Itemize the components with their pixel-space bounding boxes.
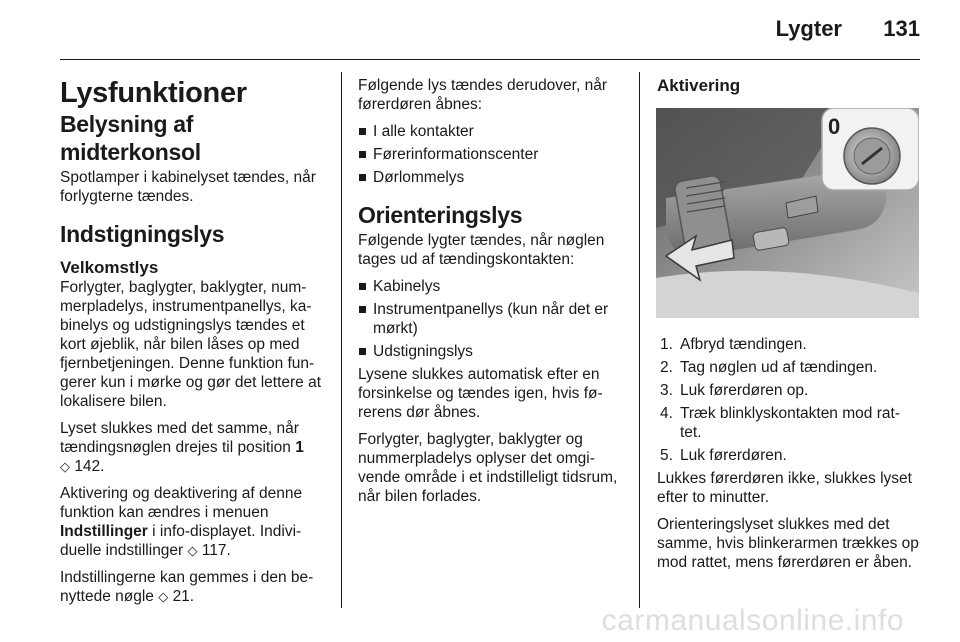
- activation-text-1: Aktivering og deaktivering af denne funktion kan ændres i menuen: [60, 485, 303, 521]
- column-divider-2: [639, 72, 640, 608]
- save-text: Indstillingerne kan gemmes i den be-nyttede nøgle: [60, 569, 314, 605]
- page-number: 131: [883, 16, 920, 41]
- page-reference[interactable]: 21.: [172, 588, 195, 605]
- paragraph-orient: Følgende lygter tændes, når nøglen tages ud af tændingskontakten:: [358, 232, 605, 268]
- list-item: 3. Luk førerdøren op.: [660, 382, 809, 399]
- page-reference[interactable]: 117.: [201, 542, 231, 559]
- reference-arrow-icon: ◇: [187, 543, 198, 558]
- heading-console-lighting: Belysning af midterkonsol: [60, 111, 201, 165]
- paragraph-activation-settings: [60, 484, 326, 560]
- list-item: Udstigningslys: [358, 342, 626, 361]
- list-item: Instrumentpanellys (kun når det er mørkt): [358, 300, 626, 338]
- list-item: Kabinelys: [358, 277, 626, 296]
- column-divider-1: [341, 72, 342, 608]
- column-2: [358, 76, 626, 514]
- section-title: Lygter: [775, 16, 842, 41]
- paragraph-auto-off: Lysene slukkes automatisk efter en forsinkelse og tændes igen, hvis fø-rerens dør åbnes.: [358, 366, 603, 421]
- position-number: 1: [295, 439, 304, 456]
- paragraph-save-settings: [60, 568, 326, 606]
- list-item: 4. Træk blinklyskontakten mod rat-tet.: [660, 405, 900, 441]
- page-reference[interactable]: 142.: [74, 458, 105, 475]
- paragraph-orientation-off: Orienteringslyset slukkes med det samme, hvis blinkerarmen trækkes op mod rattet, mens førerdøren er åben.: [657, 516, 919, 571]
- page-header: [0, 0, 960, 60]
- heading-lysfunktioner: Lysfunktioner: [60, 77, 247, 109]
- heading-orientation-light: Orienteringslys: [358, 202, 523, 228]
- list-item: Dørlommelys: [358, 168, 626, 187]
- switch-off-text: Lyset slukkes med det samme, når tændingsnøglen drejes til position: [60, 420, 299, 456]
- list-item: I alle kontakter: [358, 122, 626, 141]
- header-rule: [60, 59, 920, 60]
- paragraph-welcome: Forlygter, baglygter, baklygter, num-merpladelys, instrumentpanellys, ka-binelys og udstigningslys tændes et kort øjeblik, når bilen låses op med fjernbetjeningen. Denne funktion fun-gerer kun i mørke og gør det lettere at lokalisere bilen.: [60, 279, 322, 410]
- paragraph-plate-light: Forlygter, baglygter, baklygter og nummerpladelys oplyser det omgi-vende område i et indstilleligt tidsrum, når bilen forlades.: [358, 431, 618, 505]
- list-item: 5. Luk førerdøren.: [660, 447, 787, 464]
- watermark-site: carmanualsonline.info: [601, 604, 904, 637]
- column-3: [657, 76, 921, 96]
- paragraph-switch-off: [60, 419, 326, 476]
- paragraph-door-intro: Følgende lys tændes derudover, når førerdøren åbnes:: [358, 77, 607, 113]
- heading-activation: Aktivering: [657, 76, 741, 95]
- page-footer: [0, 602, 960, 642]
- list-item: Førerinformationscenter: [358, 145, 626, 164]
- heading-entry-lighting: Indstigningslys: [60, 221, 225, 247]
- settings-menu-name: Indstillinger: [60, 523, 148, 540]
- paragraph-door-open-timeout: Lukkes førerdøren ikke, slukkes lyset efter to minutter.: [657, 470, 912, 506]
- list-item: 2. Tag nøglen ud af tændingen.: [660, 359, 878, 376]
- reference-arrow-icon: ◇: [158, 589, 169, 604]
- activation-text-2: i info-displayet. Indivi-duelle indstillinger: [60, 523, 302, 559]
- heading-welcome-light: Velkomstlys: [60, 258, 159, 277]
- paragraph-console: Spotlamper i kabinelyset tændes, når forlygterne tændes.: [60, 169, 316, 205]
- reference-arrow-icon: ◇: [60, 459, 70, 474]
- column-3-steps: [657, 335, 921, 580]
- column-1: [60, 76, 326, 614]
- list-item: 1. Afbryd tændingen.: [660, 336, 807, 353]
- turn-signal-lever-illustration: [656, 108, 919, 318]
- key-position-label: 0: [828, 114, 841, 139]
